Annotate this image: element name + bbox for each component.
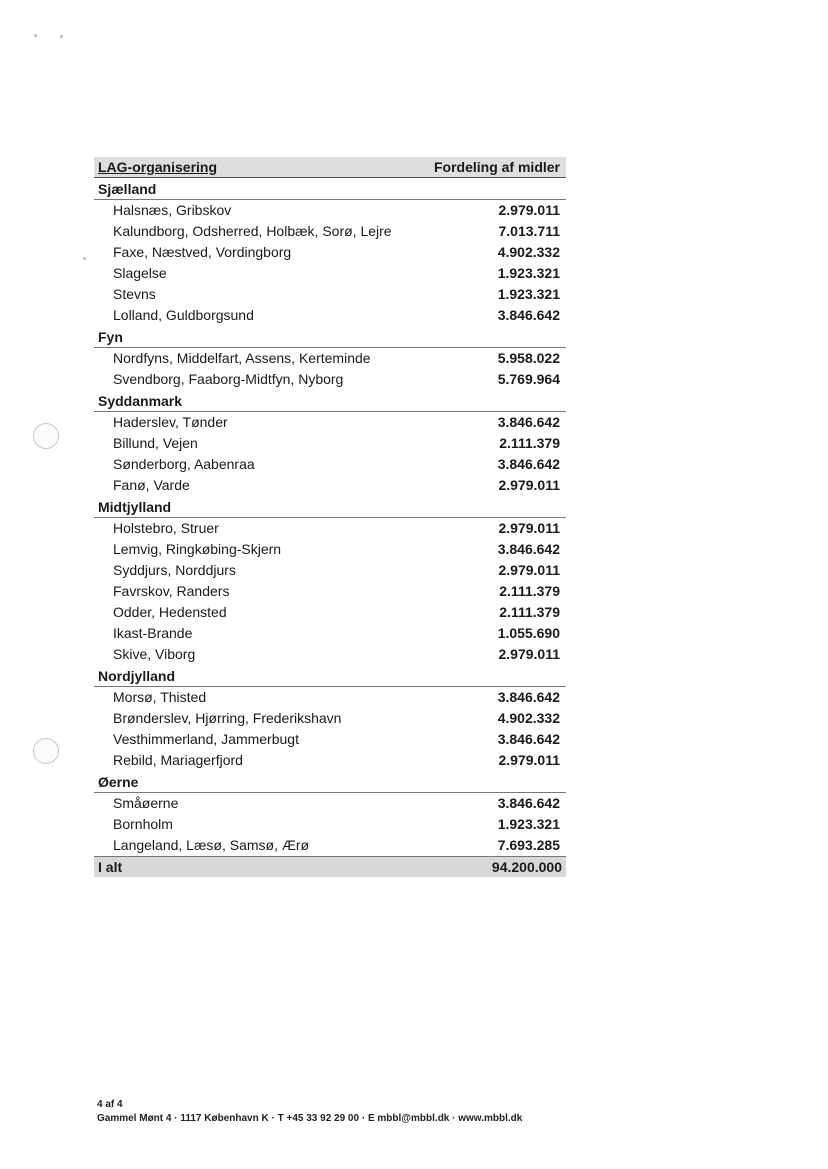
table-row [94, 221, 566, 242]
table-row [94, 454, 566, 475]
row-label: Syddjurs, Norddjurs [113, 562, 236, 578]
row-value: 3.846.642 [497, 307, 560, 323]
punch-hole-top [33, 423, 59, 449]
row-value: 2.111.379 [499, 583, 560, 599]
row-label: Nordfyns, Middelfart, Assens, Kerteminde [113, 350, 371, 366]
row-value: 2.979.011 [498, 562, 560, 578]
row-value: 4.902.332 [497, 244, 560, 260]
row-label: Bornholm [113, 816, 173, 832]
table-row [94, 284, 566, 305]
row-label: Holstebro, Struer [113, 520, 219, 536]
header-fordeling: Fordeling af midler [433, 159, 560, 175]
scan-speck [34, 34, 37, 37]
row-label: Haderslev, Tønder [113, 414, 228, 430]
allocation-table [94, 157, 566, 877]
row-label: Svendborg, Faaborg-Midtfyn, Nyborg [113, 371, 344, 387]
table-body [94, 179, 566, 856]
row-label: Langeland, Læsø, Samsø, Ærø [113, 837, 310, 853]
row-label: Halsnæs, Gribskov [113, 202, 232, 218]
row-label: Odder, Hedensted [113, 604, 227, 620]
scan-speck [83, 257, 86, 260]
row-value: 1.923.321 [497, 286, 560, 302]
row-label: Morsø, Thisted [113, 689, 207, 705]
table-row [94, 687, 566, 708]
row-label: Lolland, Guldborgsund [113, 307, 254, 323]
table-row [94, 348, 566, 369]
row-value: 2.979.011 [498, 520, 560, 536]
row-value: 1.923.321 [497, 265, 560, 281]
row-value: 3.846.642 [497, 456, 560, 472]
row-value: 2.111.379 [499, 604, 560, 620]
row-label: Fanø, Varde [113, 477, 190, 493]
row-label: Rebild, Mariagerfjord [113, 752, 243, 768]
row-value: 5.769.964 [497, 371, 560, 387]
row-value: 7.013.711 [498, 223, 560, 239]
row-value: 2.979.011 [498, 646, 560, 662]
row-value: 3.846.642 [497, 541, 560, 557]
region-heading: Fyn [94, 327, 566, 348]
row-value: 1.055.690 [497, 625, 560, 641]
footer-address: Gammel Mønt 4 · 1117 København K · T +45 33 92 29 00 · E mbbl@mbbl.dk · www.mbbl.dk [97, 1113, 523, 1124]
region-heading: Sjælland [94, 179, 566, 200]
total-row [94, 856, 566, 877]
header-lag-organisering: LAG-organisering [98, 159, 218, 175]
row-value: 4.902.332 [497, 710, 560, 726]
punch-hole-bottom [33, 738, 59, 764]
row-label: Lemvig, Ringkøbing-Skjern [113, 541, 282, 557]
row-value: 1.923.321 [497, 816, 560, 832]
total-label: I alt [98, 859, 123, 875]
table-row [94, 433, 566, 454]
row-value: 2.111.379 [499, 435, 560, 451]
table-row [94, 412, 566, 433]
row-label: Stevns [113, 286, 156, 302]
table-row [94, 539, 566, 560]
row-value: 2.979.011 [498, 752, 560, 768]
row-value: 2.979.011 [498, 202, 560, 218]
row-label: Ikast-Brande [113, 625, 193, 641]
table-row [94, 793, 566, 814]
table-row [94, 518, 566, 539]
row-label: Favrskov, Randers [113, 583, 230, 599]
row-label: Slagelse [113, 265, 167, 281]
table-row [94, 200, 566, 221]
total-value: 94.200.000 [491, 859, 562, 875]
row-label: Billund, Vejen [113, 435, 198, 451]
table-row [94, 475, 566, 496]
row-label: Brønderslev, Hjørring, Frederikshavn [113, 710, 342, 726]
table-row [94, 750, 566, 771]
table-row [94, 835, 566, 856]
row-label: Sønderborg, Aabenraa [113, 456, 255, 472]
table-row [94, 263, 566, 284]
table-row [94, 729, 566, 750]
row-value: 3.846.642 [497, 414, 560, 430]
row-value: 5.958.022 [497, 350, 560, 366]
page-number: 4 af 4 [97, 1099, 123, 1110]
table-row [94, 242, 566, 263]
row-value: 2.979.011 [498, 477, 560, 493]
row-value: 3.846.642 [497, 795, 560, 811]
region-heading: Midtjylland [94, 497, 566, 518]
table-row [94, 560, 566, 581]
table-row [94, 369, 566, 390]
table-row [94, 602, 566, 623]
table-row [94, 708, 566, 729]
region-heading: Syddanmark [94, 391, 566, 412]
table-row [94, 305, 566, 326]
table-row [94, 814, 566, 835]
row-label: Småøerne [113, 795, 179, 811]
row-label: Skive, Viborg [113, 646, 196, 662]
table-row [94, 623, 566, 644]
row-value: 3.846.642 [497, 689, 560, 705]
table-row [94, 644, 566, 665]
row-label: Vesthimmerland, Jammerbugt [113, 731, 299, 747]
region-heading: Nordjylland [94, 666, 566, 687]
page-footer [97, 1098, 522, 1126]
table-header [94, 157, 566, 178]
table-row [94, 581, 566, 602]
scan-speck [60, 35, 63, 38]
row-value: 7.693.285 [497, 837, 560, 853]
row-value: 3.846.642 [497, 731, 560, 747]
row-label: Kalundborg, Odsherred, Holbæk, Sorø, Lejre [113, 223, 392, 239]
row-label: Faxe, Næstved, Vordingborg [113, 244, 292, 260]
region-heading: Øerne [94, 772, 566, 793]
